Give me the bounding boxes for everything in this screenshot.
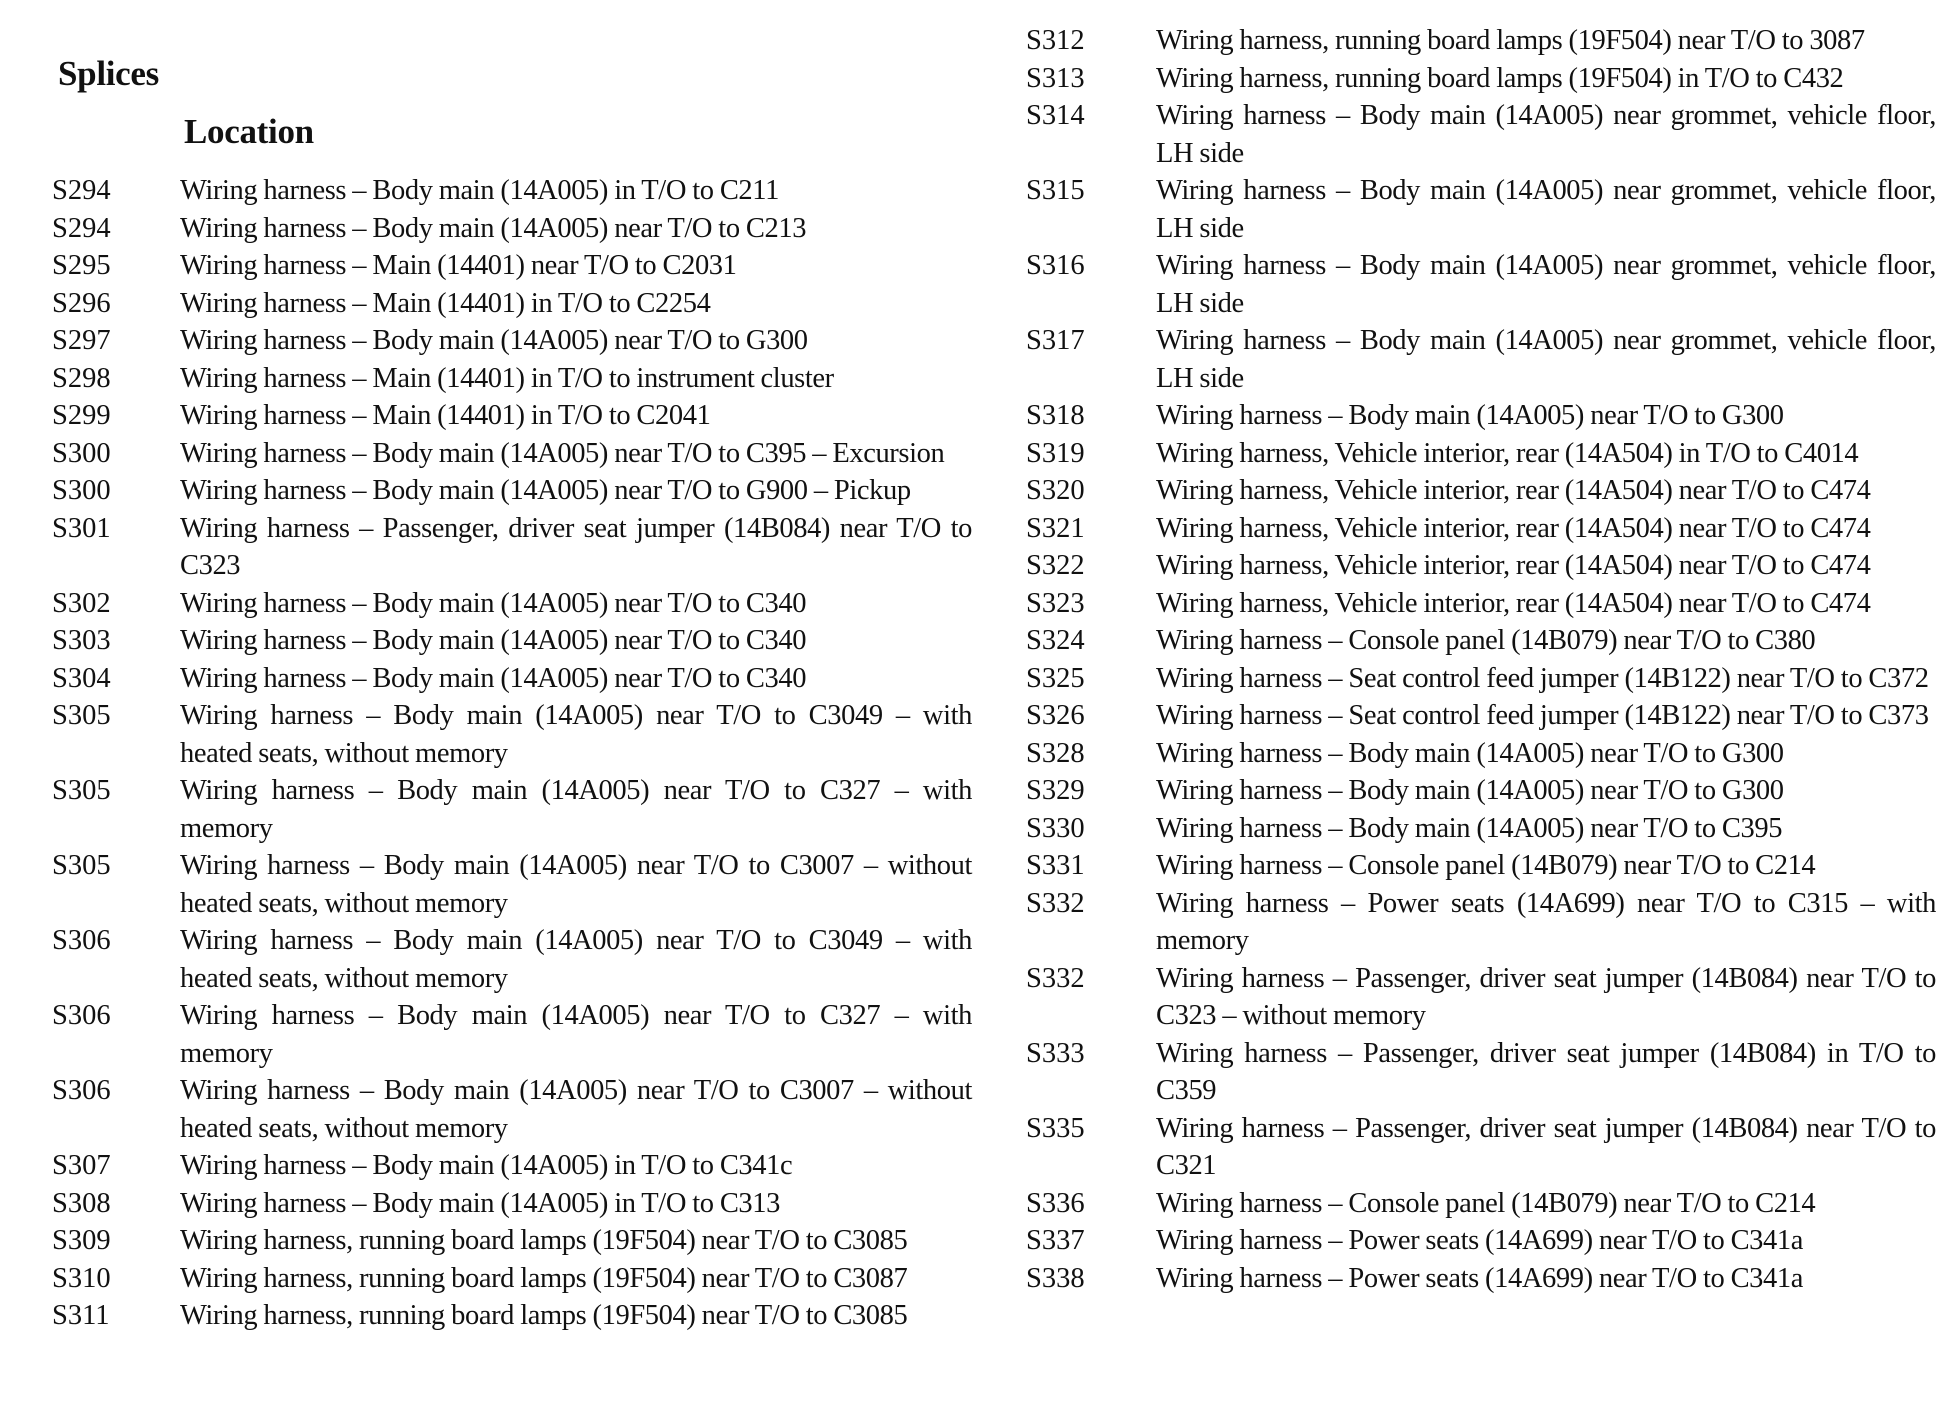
splice-location: Wiring harness – Body main (14A005) near T/O to C395 xyxy=(1156,812,1783,844)
splice-code: S336 xyxy=(1026,1187,1085,1219)
splice-entry xyxy=(52,397,972,435)
splice-code: S335 xyxy=(1026,1112,1085,1144)
splice-code: S313 xyxy=(1026,62,1085,94)
splice-location: Wiring harness – Body main (14A005) near grommet, vehicle floor, LH side xyxy=(1156,175,1936,244)
column-heading-location: Location xyxy=(184,112,314,151)
splice-entry xyxy=(52,697,972,772)
splice-location: Wiring harness – Body main (14A005) near T/O to C340 xyxy=(180,662,807,694)
splice-location: Wiring harness – Seat control feed jumper (14B122) near T/O to C372 xyxy=(1156,662,1929,694)
splice-code: S314 xyxy=(1026,100,1085,131)
splice-location: Wiring harness, running board lamps (19F504) near T/O to C3087 xyxy=(180,1262,908,1294)
splice-code: S305 xyxy=(52,775,111,806)
splice-location: Wiring harness – Console panel (14B079) near T/O to C214 xyxy=(1156,850,1816,881)
splice-location: Wiring harness, running board lamps (19F504) near T/O to 3087 xyxy=(1156,25,1865,56)
splice-entry xyxy=(1026,435,1936,473)
splice-code: S300 xyxy=(52,437,111,469)
splice-code: S302 xyxy=(52,587,111,619)
splice-entry xyxy=(52,772,972,847)
left-column xyxy=(52,172,972,1335)
splice-code: S326 xyxy=(1026,700,1085,731)
splice-entry xyxy=(52,210,972,248)
splice-code: S323 xyxy=(1026,587,1085,619)
splice-entry xyxy=(1026,547,1936,585)
right-column xyxy=(1026,22,1936,1297)
splice-entry xyxy=(52,472,972,510)
splice-entry xyxy=(52,922,972,997)
splice-entry xyxy=(52,322,972,360)
splice-code: S294 xyxy=(52,175,111,206)
splice-code: S297 xyxy=(52,325,111,356)
splice-code: S328 xyxy=(1026,737,1085,769)
splice-location: Wiring harness – Body main (14A005) near grommet, vehicle floor, LH side xyxy=(1156,325,1936,394)
splice-location: Wiring harness – Main (14401) near T/O to C2031 xyxy=(180,250,737,281)
splice-entry xyxy=(1026,22,1936,60)
splice-location: Wiring harness – Body main (14A005) in T/O to C313 xyxy=(180,1187,780,1219)
splice-entry xyxy=(1026,472,1936,510)
splice-code: S322 xyxy=(1026,550,1085,581)
splice-code: S337 xyxy=(1026,1225,1085,1256)
splice-location: Wiring harness – Body main (14A005) near T/O to C213 xyxy=(180,212,807,244)
splice-location: Wiring harness – Body main (14A005) near T/O to C340 xyxy=(180,587,807,619)
splice-location: Wiring harness – Body main (14A005) near grommet, vehicle floor, LH side xyxy=(1156,100,1936,169)
splice-location: Wiring harness – Passenger, driver seat jumper (14B084) near T/O to C323 – without memory xyxy=(1156,962,1936,1031)
splice-code: S329 xyxy=(1026,775,1085,806)
splice-entry xyxy=(1026,847,1936,885)
splice-location: Wiring harness, Vehicle interior, rear (14A504) in T/O to C4014 xyxy=(1156,437,1859,469)
splice-entry xyxy=(1026,1035,1936,1110)
splice-location: Wiring harness – Body main (14A005) near grommet, vehicle floor, LH side xyxy=(1156,250,1936,319)
splice-code: S306 xyxy=(52,1075,111,1106)
splice-code: S330 xyxy=(1026,812,1085,844)
splice-entry xyxy=(52,1260,972,1298)
splice-location: Wiring harness – Passenger, driver seat jumper (14B084) near T/O to C321 xyxy=(1156,1112,1936,1181)
splice-location: Wiring harness – Power seats (14A699) near T/O to C341a xyxy=(1156,1225,1803,1256)
splice-location: Wiring harness – Body main (14A005) near T/O to C395 – Excursion xyxy=(180,437,945,469)
splice-location: Wiring harness, Vehicle interior, rear (14A504) near T/O to C474 xyxy=(1156,550,1871,581)
splice-entry xyxy=(1026,697,1936,735)
splice-entry xyxy=(1026,172,1936,247)
splice-location: Wiring harness – Seat control feed jumper (14B122) near T/O to C373 xyxy=(1156,700,1929,731)
splice-entry xyxy=(1026,510,1936,548)
splice-location: Wiring harness – Body main (14A005) near T/O to C327 – with memory xyxy=(180,1000,972,1069)
splice-location: Wiring harness – Main (14401) in T/O to C2254 xyxy=(180,287,711,319)
splice-code: S298 xyxy=(52,362,111,394)
splice-entry xyxy=(52,622,972,660)
splice-code: S296 xyxy=(52,287,111,319)
splice-code: S320 xyxy=(1026,475,1085,506)
splice-code: S316 xyxy=(1026,250,1085,281)
splice-entry xyxy=(1026,885,1936,960)
splice-code: S306 xyxy=(52,1000,111,1031)
splice-entry xyxy=(52,360,972,398)
splice-location: Wiring harness – Console panel (14B079) near T/O to C214 xyxy=(1156,1187,1816,1219)
splice-entry xyxy=(1026,622,1936,660)
splice-entry xyxy=(1026,1110,1936,1185)
splice-code: S311 xyxy=(52,1300,110,1331)
splice-entry xyxy=(1026,60,1936,98)
splice-code: S295 xyxy=(52,250,111,281)
splice-location: Wiring harness, Vehicle interior, rear (14A504) near T/O to C474 xyxy=(1156,475,1871,506)
splice-code: S332 xyxy=(1026,887,1085,919)
splice-location: Wiring harness, running board lamps (19F504) near T/O to C3085 xyxy=(180,1225,908,1256)
splice-code: S305 xyxy=(52,850,111,881)
splice-location: Wiring harness, Vehicle interior, rear (14A504) near T/O to C474 xyxy=(1156,587,1871,619)
splice-code: S332 xyxy=(1026,962,1085,994)
splice-location: Wiring harness – Power seats (14A699) near T/O to C341a xyxy=(1156,1262,1803,1294)
splice-location: Wiring harness – Body main (14A005) near T/O to C3049 – with heated seats, without memory xyxy=(180,925,972,994)
splice-entry xyxy=(52,247,972,285)
splice-code: S331 xyxy=(1026,850,1085,881)
splice-location: Wiring harness – Main (14401) in T/O to instrument cluster xyxy=(180,362,834,394)
splice-location: Wiring harness – Body main (14A005) near T/O to G300 xyxy=(1156,737,1784,769)
splice-entry xyxy=(52,1297,972,1335)
splice-code: S310 xyxy=(52,1262,111,1294)
splice-entry xyxy=(1026,660,1936,698)
splice-code: S317 xyxy=(1026,325,1085,356)
splice-code: S301 xyxy=(52,512,111,544)
splice-location: Wiring harness – Main (14401) in T/O to C2041 xyxy=(180,400,711,431)
splice-location: Wiring harness, Vehicle interior, rear (14A504) near T/O to C474 xyxy=(1156,512,1871,544)
splice-location: Wiring harness – Body main (14A005) in T/O to C341c xyxy=(180,1150,793,1181)
splice-entry xyxy=(52,1072,972,1147)
splice-location: Wiring harness – Body main (14A005) near T/O to G900 – Pickup xyxy=(180,475,911,506)
splice-entry xyxy=(1026,772,1936,810)
splice-code: S300 xyxy=(52,475,111,506)
splice-entry xyxy=(52,1222,972,1260)
splice-entry xyxy=(1026,585,1936,623)
splice-location: Wiring harness, running board lamps (19F504) near T/O to C3085 xyxy=(180,1300,908,1331)
splice-code: S299 xyxy=(52,400,111,431)
section-heading: Splices xyxy=(58,54,159,93)
splice-location: Wiring harness – Console panel (14B079) near T/O to C380 xyxy=(1156,625,1816,656)
splice-location: Wiring harness, running board lamps (19F504) in T/O to C432 xyxy=(1156,62,1844,94)
splice-code: S306 xyxy=(52,925,111,956)
splice-location: Wiring harness – Body main (14A005) near T/O to G300 xyxy=(1156,775,1784,806)
splice-entry xyxy=(1026,1260,1936,1298)
splice-code: S315 xyxy=(1026,175,1085,206)
splice-entry xyxy=(1026,247,1936,322)
splice-entry xyxy=(52,172,972,210)
splice-entry xyxy=(1026,1185,1936,1223)
splice-entry xyxy=(1026,960,1936,1035)
splice-entry xyxy=(1026,1222,1936,1260)
splice-entry xyxy=(52,847,972,922)
splice-code: S333 xyxy=(1026,1037,1085,1069)
splice-location: Wiring harness – Body main (14A005) in T/O to C211 xyxy=(180,175,779,206)
splice-entry xyxy=(52,997,972,1072)
splice-entry xyxy=(52,585,972,623)
splice-code: S312 xyxy=(1026,25,1085,56)
splice-location: Wiring harness – Body main (14A005) near T/O to C340 xyxy=(180,625,807,656)
splice-location: Wiring harness – Body main (14A005) near T/O to C3007 – without heated seats, without memory xyxy=(180,850,972,919)
splice-entry xyxy=(52,1147,972,1185)
splice-code: S338 xyxy=(1026,1262,1085,1294)
splice-location: Wiring harness – Power seats (14A699) near T/O to C315 – with memory xyxy=(1156,887,1936,956)
splice-code: S305 xyxy=(52,700,111,731)
splice-code: S319 xyxy=(1026,437,1085,469)
splice-location: Wiring harness – Body main (14A005) near T/O to C327 – with memory xyxy=(180,775,972,844)
splice-location: Wiring harness – Body main (14A005) near T/O to C3049 – with heated seats, without memory xyxy=(180,700,972,769)
splice-location: Wiring harness – Body main (14A005) near T/O to G300 xyxy=(1156,400,1784,431)
splice-entry xyxy=(1026,322,1936,397)
splice-entry xyxy=(52,660,972,698)
splice-location: Wiring harness – Body main (14A005) near T/O to C3007 – without heated seats, without memory xyxy=(180,1075,972,1144)
splice-entry xyxy=(1026,97,1936,172)
splice-code: S324 xyxy=(1026,625,1085,656)
splice-code: S309 xyxy=(52,1225,111,1256)
splice-code: S325 xyxy=(1026,662,1085,694)
splice-entry xyxy=(1026,735,1936,773)
splice-code: S318 xyxy=(1026,400,1085,431)
splice-code: S304 xyxy=(52,662,111,694)
splice-entry xyxy=(52,1185,972,1223)
splice-code: S294 xyxy=(52,212,111,244)
splice-entry xyxy=(52,510,972,585)
splice-entry xyxy=(1026,397,1936,435)
splice-location: Wiring harness – Body main (14A005) near T/O to G300 xyxy=(180,325,808,356)
splice-entry xyxy=(1026,810,1936,848)
splice-code: S307 xyxy=(52,1150,111,1181)
splice-entry xyxy=(52,285,972,323)
splice-entry xyxy=(52,435,972,473)
splice-code: S308 xyxy=(52,1187,111,1219)
splice-location: Wiring harness – Passenger, driver seat jumper (14B084) in T/O to C359 xyxy=(1156,1037,1936,1106)
splice-location: Wiring harness – Passenger, driver seat jumper (14B084) near T/O to C323 xyxy=(180,512,972,581)
splice-code: S303 xyxy=(52,625,111,656)
splice-code: S321 xyxy=(1026,512,1085,544)
